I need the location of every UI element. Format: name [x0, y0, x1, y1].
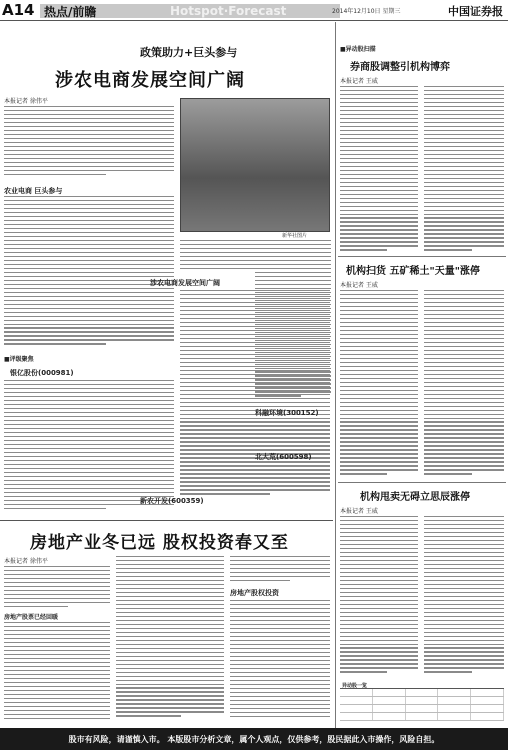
right-divider — [338, 256, 506, 257]
main-headline: 涉农电商发展空间广阔 — [55, 70, 245, 91]
right-text-2b — [424, 290, 504, 477]
stock-heading: 新农开发(600359) — [140, 497, 204, 505]
section-english-title: Hotspot·Forecast — [170, 4, 287, 18]
right-column-tag: ■异动股扫描 — [340, 46, 376, 53]
right-headline-2: 机构扫货 五矿稀土"天量"涨停 — [346, 266, 480, 277]
main-byline: 本报记者 徐伟平 — [4, 98, 48, 105]
main-text-column-3 — [255, 240, 331, 399]
data-table — [340, 688, 504, 727]
stock-heading: 科融环境(300152) — [255, 409, 319, 417]
right-text-1b — [424, 86, 504, 253]
rating-focus-label: ■评级聚焦 — [4, 356, 34, 363]
risk-disclaimer-footer: 股市有风险，请谨慎入市。 本版股市分析文章，属个人观点，仅供参考，股民据此入市操作，风险自担。 — [0, 728, 508, 750]
table-row — [340, 689, 504, 697]
main-subhead-2: 涉农电商发展空间广阔 — [150, 279, 220, 287]
right-headline-1: 券商股调整引机构博弈 — [350, 62, 450, 73]
right-byline-2: 本报记者 王威 — [340, 282, 378, 289]
masthead-logo: 中国证券报 — [448, 5, 503, 18]
bottom-headline: 房地产业冬已远 股权投资春又至 — [30, 533, 289, 553]
section-title: 热点/前瞻 — [44, 5, 97, 19]
bottom-text-column-1b — [4, 622, 110, 722]
main-text-column-1 — [4, 106, 174, 178]
right-text-2 — [340, 290, 418, 477]
bottom-subhead-2: 房地产股权投资 — [230, 589, 279, 597]
main-text-column-1b — [4, 196, 174, 347]
table-title: 异动股一览 — [342, 683, 368, 689]
right-text-3b — [424, 516, 504, 675]
table-row — [340, 713, 504, 721]
bottom-byline: 本报记者 徐伟平 — [4, 558, 48, 565]
stock-heading: 银亿股份(000981) — [10, 369, 74, 377]
main-subhead: 农业电商 巨头参与 — [4, 187, 63, 195]
issue-date: 2014年12月10日 星期三 — [332, 8, 401, 15]
bottom-text-column-2 — [116, 556, 224, 719]
right-byline-1: 本报记者 王威 — [340, 78, 378, 85]
main-kicker: 政策助力+巨头参与 — [140, 46, 238, 59]
section-divider — [0, 520, 333, 521]
right-text-3 — [340, 516, 418, 675]
right-divider — [338, 482, 506, 483]
bottom-text-column-1 — [4, 566, 110, 610]
news-photo — [180, 98, 330, 232]
photo-caption: 新华社图片 — [282, 233, 308, 239]
stock-heading: 北大荒(600598) — [255, 453, 312, 461]
page-number: A14 — [2, 1, 35, 19]
right-byline-3: 本报记者 王威 — [340, 508, 378, 515]
table-row — [340, 705, 504, 713]
stock-text-1 — [4, 380, 174, 511]
header-rule — [0, 20, 508, 21]
bottom-subhead: 房地产股票已经回暖 — [4, 614, 59, 621]
right-text-1 — [340, 86, 418, 253]
table-row — [340, 697, 504, 705]
right-headline-3: 机构甩卖无碍立思辰涨停 — [360, 492, 470, 503]
bottom-text-column-3 — [230, 556, 330, 584]
bottom-text-column-3b — [230, 600, 330, 720]
column-divider — [335, 22, 336, 728]
